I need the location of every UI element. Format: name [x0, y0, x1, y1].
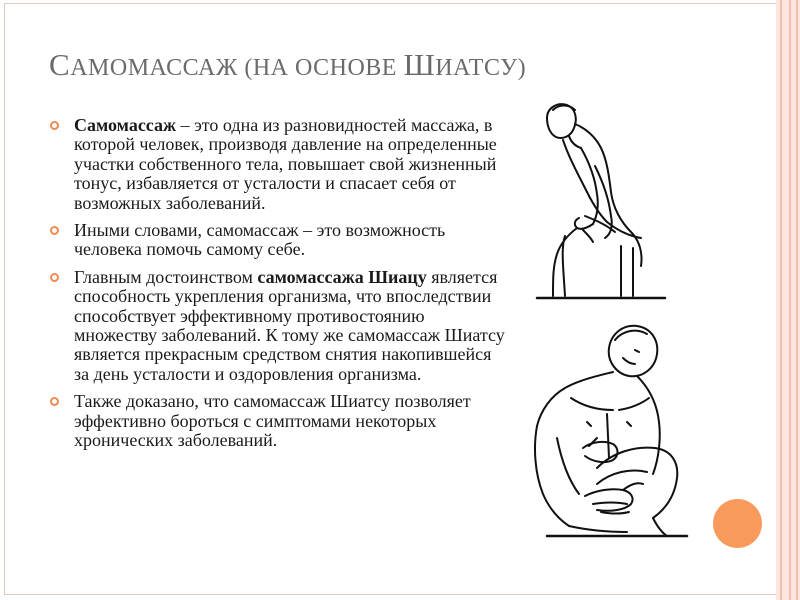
seated-self-massage-figure-icon: [527, 318, 692, 540]
bullet-list: [50, 116, 505, 459]
right-decorative-bar: [776, 0, 800, 600]
bullet-bold-mid: самомассажа Шиацу: [257, 266, 427, 287]
slide-title: САМОМАССАЖ (НА ОСНОВЕ ШИАТСУ): [49, 47, 527, 82]
bullet-text-before: Главным достоинством: [74, 266, 258, 287]
bullet-text: – это одна из разновидностей массажа, в которой человек, производя давление на определенные участки собственного тела, повышает свой жизненный тонус, избавляется от усталости и спасает себя от возможных заболеваний.: [74, 115, 497, 213]
standing-self-massage-figure-icon: [525, 96, 670, 304]
bullet-item-other-words: [50, 221, 505, 260]
bullet-text: Также доказано, что самомассаж Шиатсу позволяет эффективно бороться с симптомами некоторых хронических заболеваний.: [74, 391, 471, 451]
bullet-text: Иными словами, самомассаж – это возможность человека помочь самому себе.: [74, 220, 446, 260]
bullet-text-after: является способность укрепления организма, что впоследствии способствует эффективному противостоянию множеству заболеваний. К тому же самомассаж Шиатсу является прекрасным средством снятия накопившейся за день усталости и оздоровления организма.: [74, 266, 505, 384]
decorative-orange-circle: [713, 499, 762, 548]
bullet-bold-lead: Самомассаж: [74, 115, 177, 135]
bullet-item-proven: [50, 392, 505, 450]
bullet-icon: [50, 397, 59, 406]
bullet-item-definition: [50, 116, 505, 213]
bullet-icon: [50, 273, 59, 282]
bullet-icon: [50, 226, 59, 235]
bullet-icon: [50, 121, 59, 130]
bullet-item-advantage: [50, 268, 505, 384]
